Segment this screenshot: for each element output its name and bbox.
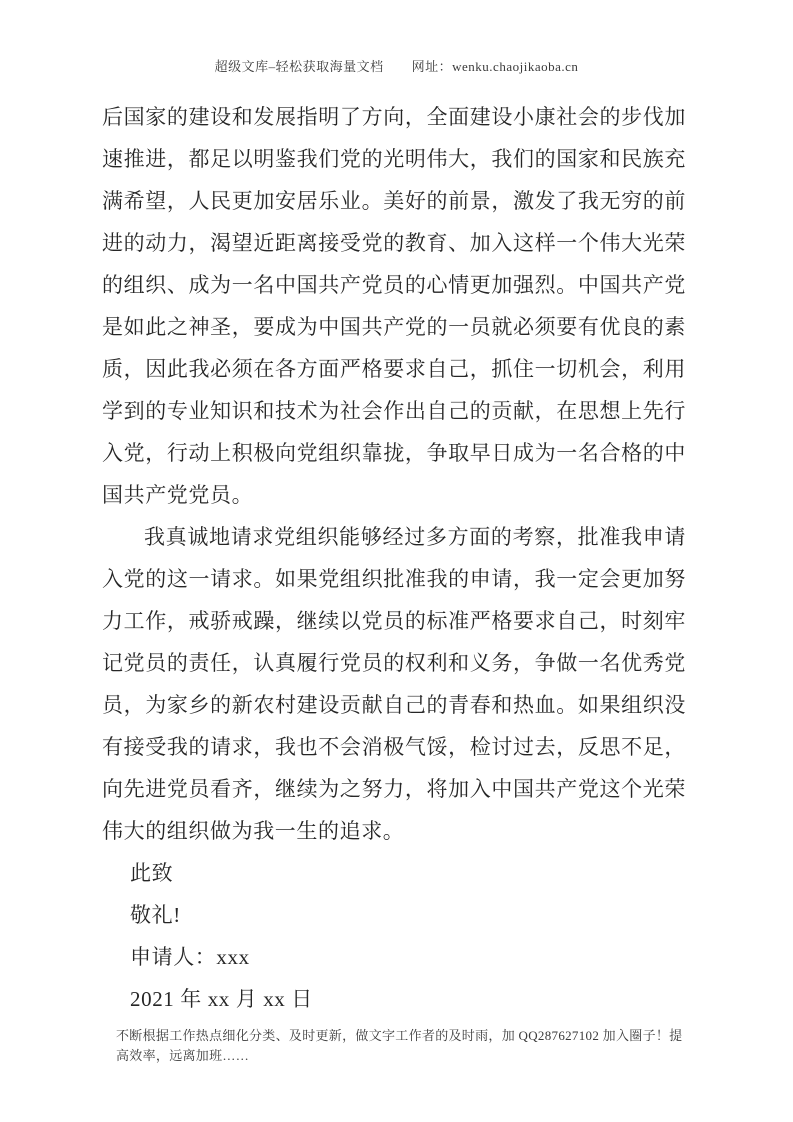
footer-note: 不断根据工作热点细化分类、及时更新，做文字工作者的及时雨，加 QQ287627102 加入圈子！提高效率，远离加班…… [116, 1028, 683, 1063]
header-url-label: 网址： [411, 59, 453, 74]
header-site-name: 超级文库–轻松获取海量文档 [214, 59, 384, 74]
header-url-value: wenku.chaojikaoba.cn [452, 59, 579, 74]
body-paragraph-2: 我真诚地请求党组织能够经过多方面的考察，批准我申请入党的这一请求。如果党组织批准我的申请，我一定会更加努力工作，戒骄戒躁，继续以党员的标准严格要求自己，时刻牢记党员的责任，认真履行党员的权利和义务，争做一名优秀党员，为家乡的新农村建设贡献自己的青春和热血。如果组织没有接受我的请求，我也不会消极气馁，检讨过去，反思不足，向先进党员看齐，继续为之努力，将加入中国共产党这个光荣伟大的组织做为我一生的追求。 [102, 525, 686, 843]
header-url [412, 59, 579, 74]
closing-date-line: 2021 年 xx 月 xx 日 [130, 987, 313, 1011]
page-header [0, 56, 793, 75]
document-body [102, 96, 686, 1020]
body-paragraph-1: 后国家的建设和发展指明了方向，全面建设小康社会的步伐加速推进，都足以明鉴我们党的光明伟大，我们的国家和民族充满希望，人民更加安居乐业。美好的前景，激发了我无穷的前进的动力，渴望近距离接受党的教育、加入这样一个伟大光荣的组织、成为一名中国共产党员的心情更加强烈。中国共产党是如此之神圣，要成为中国共产党的一员就必须要有优良的素质，因此我必须在各方面严格要求自己，抓住一切机会，利用学到的专业知识和技术为社会作出自己的贡献，在思想上先行入党，行动上积极向党组织靠拢，争取早日成为一名合格的中国共产党党员。 [102, 105, 686, 507]
closing-salute-line-2: 敬礼! [130, 903, 181, 927]
page-footer [116, 1026, 688, 1066]
closing-applicant-line: 申请人：xxx [130, 945, 250, 969]
closing-salute-line-1: 此致 [130, 861, 174, 885]
